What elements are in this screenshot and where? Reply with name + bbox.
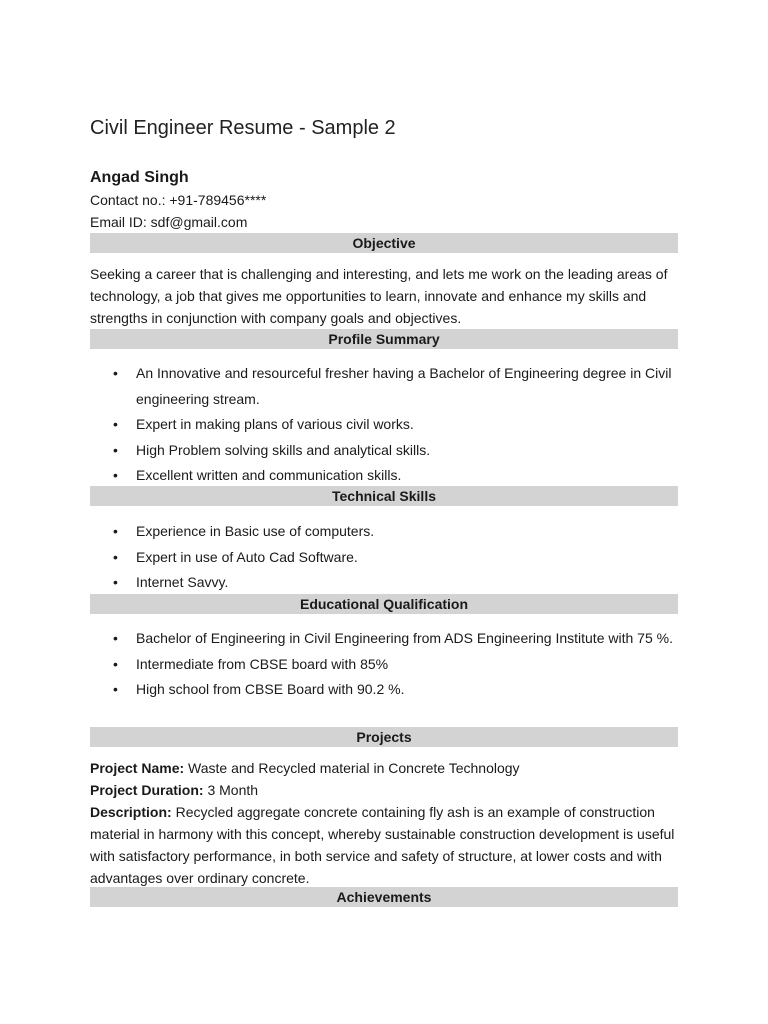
list-item: • Internet Savvy. xyxy=(90,570,678,596)
bullet-icon: • xyxy=(113,365,118,381)
list-item: • Experience in Basic use of computers. xyxy=(90,519,678,545)
project-description: Description: Recycled aggregate concrete containing fly ash is an example of construction material in harmony with this concept, whereby sustainable construction development is useful with satisfactory performance, in both service and safety of structure, at lower costs and with advantages over ordinary concrete. xyxy=(90,804,675,886)
project-name: Project Name: Waste and Recycled material in Concrete Technology xyxy=(90,760,520,776)
bullet-icon: • xyxy=(113,467,118,483)
education-list xyxy=(90,626,678,703)
document-title: Civil Engineer Resume - Sample 2 xyxy=(90,117,396,139)
section-heading-education: Educational Qualification xyxy=(90,594,678,614)
section-heading-technical-skills: Technical Skills xyxy=(90,486,678,506)
technical-skills-list xyxy=(90,519,678,596)
bullet-icon: • xyxy=(113,681,118,697)
list-item: • Bachelor of Engineering in Civil Engineering from ADS Engineering Institute with 75 %. xyxy=(90,626,678,652)
bullet-icon: • xyxy=(113,548,118,565)
bullet-icon: • xyxy=(113,416,118,432)
list-item: • High Problem solving skills and analytical skills. xyxy=(90,438,678,464)
list-item: • Excellent written and communication skills. xyxy=(90,463,678,489)
section-heading-objective: Objective xyxy=(90,233,678,253)
list-item: • Intermediate from CBSE board with 85% xyxy=(90,652,678,678)
contact-number: Contact no.: +91-789456**** xyxy=(90,192,267,208)
list-item: • High school from CBSE Board with 90.2 %. xyxy=(90,677,678,703)
bullet-icon: • xyxy=(113,523,118,539)
bullet-icon: • xyxy=(113,441,118,458)
email-id: Email ID: sdf@gmail.com xyxy=(90,214,248,230)
list-item: • Expert in use of Auto Cad Software. xyxy=(90,545,678,571)
profile-summary-list xyxy=(90,361,678,489)
candidate-name: Angad Singh xyxy=(90,169,189,186)
section-heading-achievements: Achievements xyxy=(90,887,678,907)
section-heading-projects: Projects xyxy=(90,727,678,747)
list-item: • An Innovative and resourceful fresher having a Bachelor of Engineering degree in Civil engineering stream. xyxy=(90,361,678,412)
objective-text: Seeking a career that is challenging and interesting, and lets me work on the leading areas of technology, a job that gives me opportunities to learn, innovate and enhance my skills and strengths in conjunction with company goals and objectives. xyxy=(90,266,668,326)
list-item: • Expert in making plans of various civil works. xyxy=(90,412,678,438)
bullet-icon: • xyxy=(113,574,118,590)
project-duration: Project Duration: 3 Month xyxy=(90,782,259,798)
bullet-icon: • xyxy=(113,630,118,646)
section-heading-profile-summary: Profile Summary xyxy=(90,329,678,349)
bullet-icon: • xyxy=(113,655,118,672)
